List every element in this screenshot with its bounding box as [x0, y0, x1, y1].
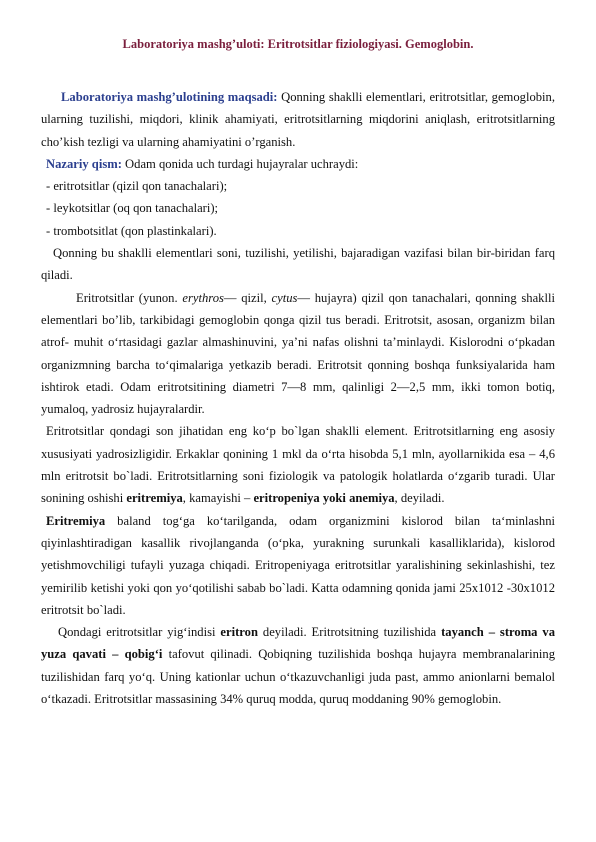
p5-text-c: deyiladi. Eritrotsitning tuzilishida	[257, 625, 442, 640]
list-item: - eritrotsitlar (qizil qon tanachalari);	[46, 179, 228, 194]
p2-text-e: — hujayra) qizil qon tanachalari, qonning shaklli elementlari bo’lib, tarkibidagi gemoglobin qonga qizil tus beradi. Eritrotsit, asosan, organizm bilan atrof- muhit o‘rtasidagi gazlar almashinuvini, ya’ni nafas olishni ta’minlaydi. Kislorodni o‘pkadan organizmning barcha to‘qimalariga yetkazib beradi. Eritrotsit qonning boshqa funksiyalarida ham ishtirok etadi. Odam eritrotsitining diametri 7—8 mm, qalinligi 2—2,5 mm, ikki tomon botiq, yumaloq, yadrosiz hujayralardir.	[41, 290, 555, 417]
p4-term-eritremiya: Eritremiya	[46, 513, 106, 528]
p3-text-e: , deyiladi.	[394, 491, 445, 506]
p5-text-e: tafovut qilinadi. Qobiqning tuzilishida boshqa hujayra membranalarining tuzilishidan farq yo‘q. Uning kationlar uchun o‘tkazuvchanligi juda past, ammo anionlarni bemalol o‘tkazadi. Eritrotsitlar massasining 34% quruq modda, quruq moddaning 90% gemoglobin.	[41, 647, 556, 707]
p5-term-eritron: eritron	[220, 625, 258, 640]
page-title: Laboratoriya mashg’uloti: Eritrotsitlar fiziologiyasi. Gemoglobin.	[122, 37, 474, 51]
theory-paragraph	[41, 153, 555, 175]
goal-text: Qonning shaklli elementlari, eritrotsitlar, gemoglobin, ularning tuzilishi, miqdori, klinik ahamiyati, eritrotsitlarning miqdorini aniqlash, eritrotsitlarning cho’kish tezligi va ularning ahamiyatini o’rganish.	[41, 90, 555, 149]
p3-text-c: , kamayishi –	[182, 491, 254, 506]
paragraph-5	[41, 621, 555, 710]
p2-text-c: — qizil,	[223, 290, 272, 305]
list-item: - leykotsitlar (oq qon tanachalari);	[46, 201, 219, 216]
goal-label: Laboratoriya mashg’ulotining maqsadi:	[61, 90, 278, 104]
paragraph-4	[41, 510, 555, 621]
goal-paragraph	[41, 86, 555, 153]
theory-text: Odam qonida uch turdagi hujayralar uchraydi:	[121, 156, 359, 171]
p2-term-cytus: cytus	[271, 290, 298, 305]
p2-term-erythros: erythros	[182, 290, 224, 305]
p5-text-a: Qondagi eritrotsitlar yig‘indisi	[58, 625, 221, 640]
paragraph-2	[41, 287, 555, 421]
p3-term-eritremiya: eritremiya	[126, 491, 183, 506]
paragraph-1: Qonning bu shaklli elementlari soni, tuzilishi, yetilishi, bajaradigan vazifasi bilan bir-biridan farq qiladi.	[41, 246, 555, 283]
paragraph-3	[41, 420, 555, 509]
p3-text-a: Eritrotsitlar qondagi son jihatidan eng ko‘p bo`lgan shaklli element. Eritrotsitlarning eng asosiy xususiyati yadrosizligidir. Erkaklar qonining 1 mkl da o‘rta hisobda 5,1 mln, ayollarnikida esa – 4,6 mln eritrotsit bo`ladi. Eritrotsitlarning soni fiziologik va patologik holatlarda o‘zgarib turadi. Ular sonining oshishi	[41, 424, 555, 506]
p5-term-stroma: tayanch – stroma va yuza qavati – qobig‘i	[41, 625, 556, 662]
document-body	[41, 86, 555, 710]
theory-label: Nazariy qism:	[46, 156, 122, 171]
p3-term-eritropeniya: eritropeniya yoki anemiya	[253, 491, 395, 506]
p2-text-a: Eritrotsitlar (yunon.	[76, 290, 183, 305]
p4-text-b: baland tog‘ga ko‘tarilganda, odam organizmini kislorod bilan ta‘minlashni qiyinlashtiradigan kasallik rivojlanganda (o‘pka, yurakning surunkali kasalliklarida), kislorod yetishmovchiligi tufayli yuzaga chiqadi. Eritropeniyaga eritrotsitlar yaralishining sekinlashishi, tez yemirilib ketishi yoki qon yo‘qotilishi sabab bo`ladi. Katta odamning qonida jami 25x1012 -30x1012 eritrotsit bo`ladi.	[41, 513, 555, 617]
list-item: - trombotsitlat (qon plastinkalari).	[46, 223, 217, 238]
